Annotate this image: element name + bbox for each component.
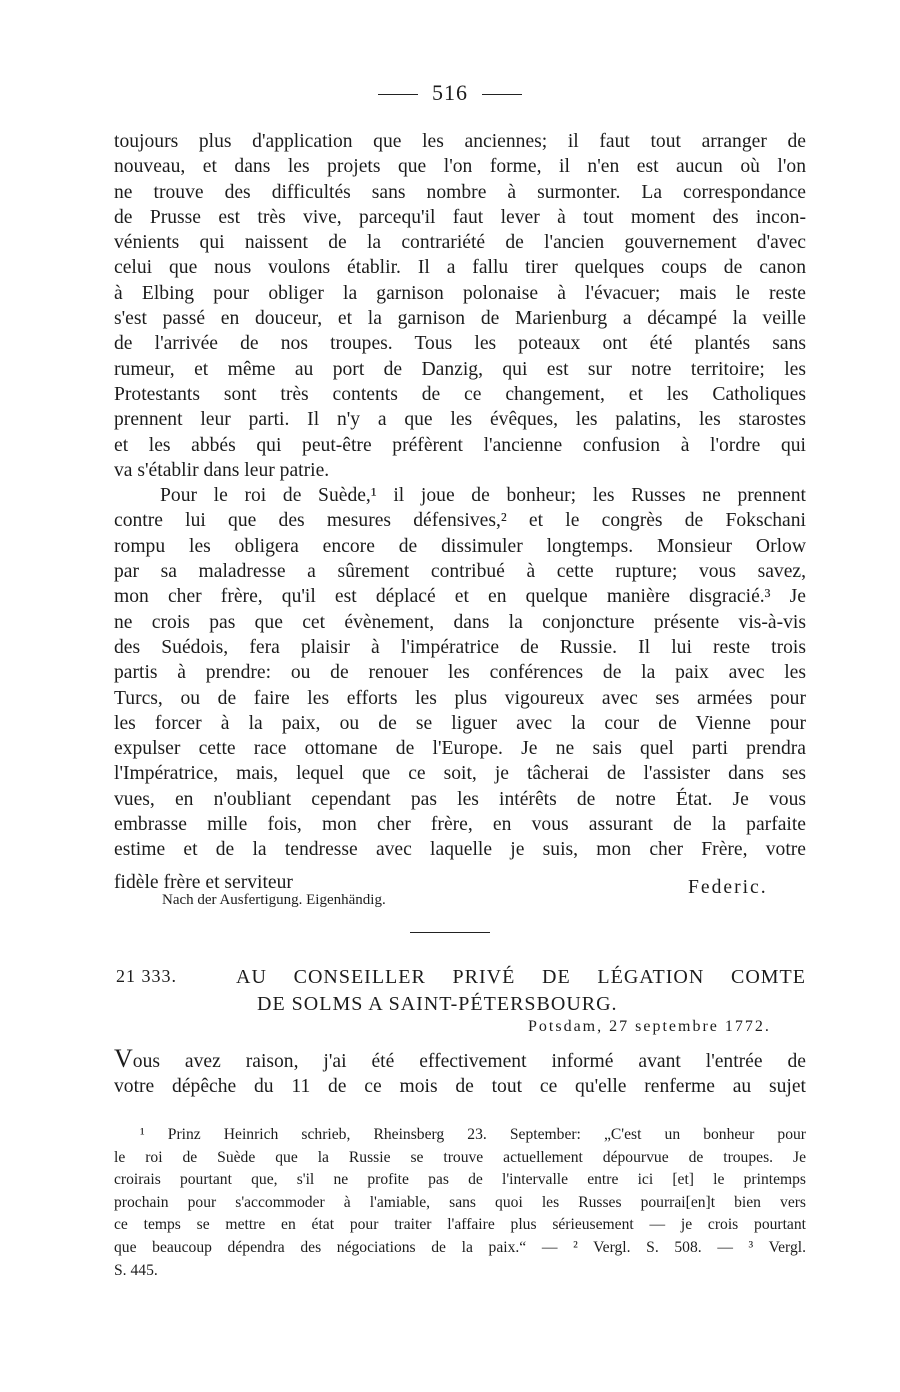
text-line: rompu les obligera encore de dissimuler longtemps. Monsieur Orlow — [114, 535, 806, 557]
text-line: toujours plus d'application que les anciennes; il faut tout arranger de — [114, 131, 806, 152]
letter1-body — [114, 129, 806, 863]
page-number-text: 516 — [432, 80, 468, 105]
text-line-rest: ous avez raison, j'ai été effectivement informé avant l'entrée de — [132, 1051, 806, 1072]
page-number — [0, 80, 900, 106]
document-number: 21 333. — [116, 966, 177, 986]
drop-cap: V — [114, 1044, 133, 1073]
text-line: s'est passé en douceur, et la garnison de Marienburg a décampé la veille — [114, 308, 806, 330]
text-line: expulser cette race ottomane de l'Europe. Je ne sais quel parti prendra — [114, 738, 806, 760]
text-line: ne crois pas que cet évènement, dans la conjoncture présente vis-à-vis — [114, 611, 806, 633]
text-line: Protestants sont très contents de ce changement, et les Catholiques — [114, 383, 806, 405]
place-date: Potsdam, 27 septembre 1772. — [528, 1018, 771, 1035]
letter-heading-line2: DE SOLMS A SAINT-PÉTERSBOURG. — [257, 993, 618, 1015]
text-line: estime et de la tendresse avec laquelle je suis, mon cher Frère, votre — [114, 839, 806, 861]
footnote-line: ¹ Prinz Heinrich schrieb, Rheinsberg 23. September: „C'est un bonheur pour — [140, 1126, 806, 1143]
text-line: de Prusse est très vive, parcequ'il faut lever à tout moment des incon- — [114, 206, 806, 228]
text-line: contre lui que des mesures défensives,² et le congrès de Fokschani — [114, 510, 806, 532]
text-line: mon cher frère, qu'il est déplacé et en quelque manière disgracié.³ Je — [114, 586, 806, 608]
text-line: par sa maladresse a sûrement contribué à cette rupture; vous savez, — [114, 561, 806, 583]
signature: Federic. — [688, 877, 768, 898]
footnote-line: prochain pour s'accommoder à l'amiable, sans quoi les Russes pourrai[en]t bien vers — [114, 1193, 806, 1211]
text-line: des Suédois, fera plaisir à l'impératrice de Russie. Il lui reste trois — [114, 636, 806, 658]
text-line: va s'établir dans leur patrie. — [114, 459, 330, 481]
text-line: vues, en n'oubliant cependant pas les intérêts de notre État. Je vous — [114, 788, 806, 810]
footnote-line: croirais pourtant que, s'il ne profite pas de l'intervalle entre ici [et] le printemps — [114, 1171, 806, 1189]
letter-heading-line1: AU CONSEILLER PRIVÉ DE LÉGATION COMTE — [236, 966, 806, 988]
footnotes — [114, 1124, 806, 1282]
text-line: et les abbés qui peut-être préfèrent l'ancienne confusion à l'ordre qui — [114, 434, 806, 456]
footnote-line: le roi de Suède que la Russie se trouve actuellement dépourvue de troupes. Je — [114, 1148, 806, 1166]
section-divider — [410, 932, 490, 933]
text-line: Turcs, ou de faire les efforts les plus vigoureux avec ses armées pour — [114, 687, 806, 709]
text-line: à Elbing pour obliger la garnison polonaise à l'évacuer; mais le reste — [114, 282, 806, 304]
source-note: Nach der Ausfertigung. Eigenhändig. — [162, 892, 386, 908]
footnote-line: ce temps se mettre en état pour traiter l'affaire plus sérieusement — je crois pourtant — [114, 1216, 806, 1234]
page-number-dash-left — [378, 94, 418, 95]
text-line: les forcer à la paix, ou de se liguer avec la cour de Vienne pour — [114, 712, 806, 734]
text-line: votre dépêche du 11 de ce mois de tout ce qu'elle renferme au sujet — [114, 1076, 806, 1098]
letter2-body — [114, 1046, 806, 1100]
footnote-line: que beaucoup dépendra des négociations de la paix.“ — ² Vergl. S. 508. — ³ Vergl. — [114, 1238, 806, 1256]
letter-closing: fidèle frère et serviteur — [114, 872, 293, 893]
text-line: prennent leur parti. Il n'y a que les évêques, les palatins, les starostes — [114, 409, 806, 431]
text-line: embrasse mille fois, mon cher frère, en vous assurant de la parfaite — [114, 814, 806, 836]
text-line: de l'arrivée de nos troupes. Tous les poteaux ont été plantés sans — [114, 333, 806, 355]
text-line: l'Impératrice, mais, lequel que ce soit, je tâcherai de l'assister dans ses — [114, 763, 806, 785]
text-line: partis à prendre: ou de renouer les conférences de la paix avec les — [114, 662, 806, 684]
text-line: rumeur, et même au port de Danzig, qui est sur notre territoire; les — [114, 358, 806, 380]
text-line: celui que nous voulons établir. Il a fallu tirer quelques coups de canon — [114, 257, 806, 279]
text-line: ne trouve des difficultés sans nombre à surmonter. La correspondance — [114, 181, 806, 203]
text-line: nouveau, et dans les projets que l'on forme, il n'en est aucun où l'on — [114, 156, 806, 178]
footnote-line: S. 445. — [114, 1261, 158, 1279]
text-line: vénients qui naissent de la contrariété de l'ancien gouvernement d'avec — [114, 232, 806, 254]
text-line — [114, 1046, 806, 1074]
page-number-dash-right — [482, 94, 522, 95]
text-line: Pour le roi de Suède,¹ il joue de bonheur; les Russes ne prennent — [160, 485, 806, 507]
